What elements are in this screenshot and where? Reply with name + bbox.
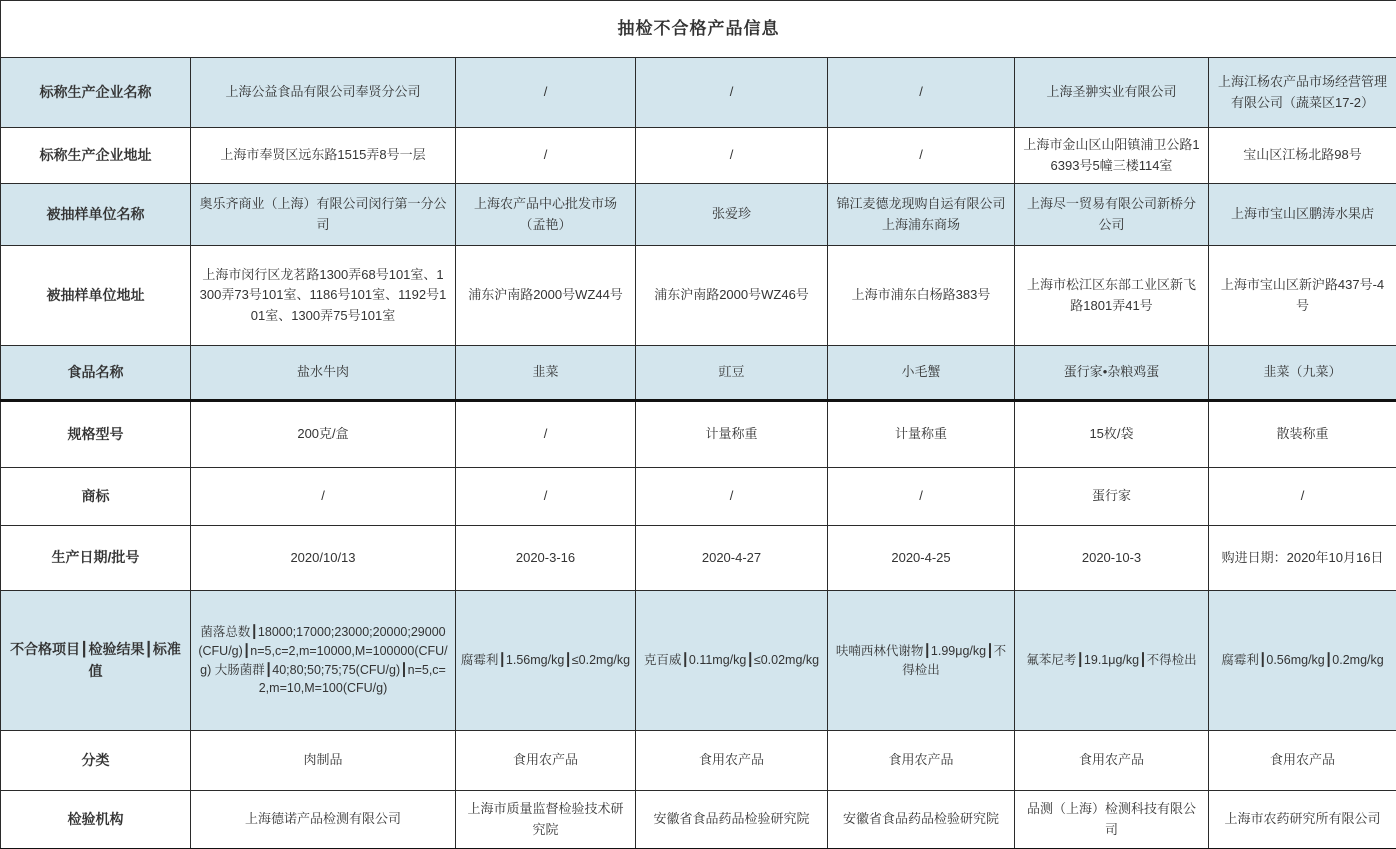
table-row	[1, 591, 1396, 731]
table-cell: 上海农产品中心批发市场（孟艳）	[456, 184, 636, 246]
row-header: 标称生产企业名称	[1, 58, 191, 128]
table-cell: 宝山区江杨北路98号	[1209, 128, 1396, 184]
table-cell: 浦东沪南路2000号WZ44号	[456, 246, 636, 346]
table-cell: /	[456, 128, 636, 184]
table-cell: 韭菜	[456, 346, 636, 401]
row-header: 被抽样单位地址	[1, 246, 191, 346]
table-cell: /	[456, 58, 636, 128]
table-cell: 食用农产品	[1015, 731, 1209, 791]
table-cell: /	[636, 468, 828, 526]
table-cell: 浦东沪南路2000号WZ46号	[636, 246, 828, 346]
table-cell: /	[636, 128, 828, 184]
table-cell: 上海德诺产品检测有限公司	[191, 791, 456, 849]
table-cell: 200克/盒	[191, 401, 456, 468]
table-cell: 腐霉利┃1.56mg/kg┃≤0.2mg/kg	[456, 591, 636, 731]
table-row	[1, 731, 1396, 791]
table-cell: 上海市农药研究所有限公司	[1209, 791, 1396, 849]
table-cell: 张爱珍	[636, 184, 828, 246]
table-cell: 盐水牛肉	[191, 346, 456, 401]
table-cell: 蛋行家	[1015, 468, 1209, 526]
table-row	[1, 58, 1396, 128]
page-title: 抽检不合格产品信息	[1, 1, 1396, 58]
row-header: 生产日期/批号	[1, 526, 191, 591]
table-cell: 肉制品	[191, 731, 456, 791]
table-row	[1, 346, 1396, 401]
table-cell: 蛋行家•杂粮鸡蛋	[1015, 346, 1209, 401]
table-cell: /	[456, 401, 636, 468]
table-cell: 2020-4-27	[636, 526, 828, 591]
table-cell: /	[828, 468, 1015, 526]
table-cell: 氟苯尼考┃19.1μg/kg┃不得检出	[1015, 591, 1209, 731]
table-cell: /	[828, 58, 1015, 128]
row-header: 食品名称	[1, 346, 191, 401]
table-cell: /	[191, 468, 456, 526]
table-cell: 上海市松江区东部工业区新飞路1801弄41号	[1015, 246, 1209, 346]
table-cell: 呋喃西林代谢物┃1.99μg/kg┃不得检出	[828, 591, 1015, 731]
table-cell: 腐霉利┃0.56mg/kg┃0.2mg/kg	[1209, 591, 1396, 731]
table-row	[1, 468, 1396, 526]
table-cell: 菌落总数┃18000;17000;23000;20000;29000(CFU/g)┃n=5,c=2,m=10000,M=100000(CFU/g) 大肠菌群┃40;80;50;75;75(CFU/g)┃n=5,c=2,m=10,M=100(CFU/g)	[191, 591, 456, 731]
table-cell: 上海市浦东白杨路383号	[828, 246, 1015, 346]
table-row	[1, 791, 1396, 849]
table-cell: 上海江杨农产品市场经营管理有限公司（蔬菜区17-2）	[1209, 58, 1396, 128]
table-cell: 安徽省食品药品检验研究院	[828, 791, 1015, 849]
table-row	[1, 246, 1396, 346]
row-header: 规格型号	[1, 401, 191, 468]
table-cell: 上海市宝山区鹏涛水果店	[1209, 184, 1396, 246]
table-cell: 韭菜（九菜）	[1209, 346, 1396, 401]
table-cell: 2020-4-25	[828, 526, 1015, 591]
table-cell: 品测（上海）检测科技有限公司	[1015, 791, 1209, 849]
table-cell: 豇豆	[636, 346, 828, 401]
table-cell: 上海圣翀实业有限公司	[1015, 58, 1209, 128]
table-cell: 购进日期：2020年10月16日	[1209, 526, 1396, 591]
table-cell: 食用农产品	[828, 731, 1015, 791]
table-cell: 上海市质量监督检验技术研究院	[456, 791, 636, 849]
table-cell: 上海尽一贸易有限公司新桥分公司	[1015, 184, 1209, 246]
table-cell: /	[456, 468, 636, 526]
table-cell: 2020-10-3	[1015, 526, 1209, 591]
table-cell: /	[636, 58, 828, 128]
row-header: 被抽样单位名称	[1, 184, 191, 246]
table-cell: 小毛蟹	[828, 346, 1015, 401]
table-cell: 上海市宝山区新沪路437号-4号	[1209, 246, 1396, 346]
table-cell: 2020-3-16	[456, 526, 636, 591]
table-cell: 15枚/袋	[1015, 401, 1209, 468]
table-cell: 上海市闵行区龙茗路1300弄68号101室、1300弄73号101室、1186号101室、1192号101室、1300弄75号101室	[191, 246, 456, 346]
table-cell: /	[828, 128, 1015, 184]
table-cell: 计量称重	[828, 401, 1015, 468]
table-row	[1, 401, 1396, 468]
table-cell: 散装称重	[1209, 401, 1396, 468]
table-body	[1, 1, 1396, 849]
table-cell: 上海市金山区山阳镇浦卫公路16393号5幢三楼114室	[1015, 128, 1209, 184]
row-header: 不合格项目┃检验结果┃标准值	[1, 591, 191, 731]
title-row	[1, 1, 1396, 58]
table-row	[1, 128, 1396, 184]
table-cell: 食用农产品	[1209, 731, 1396, 791]
table-cell: 奥乐齐商业（上海）有限公司闵行第一分公司	[191, 184, 456, 246]
table-cell: /	[1209, 468, 1396, 526]
table-cell: 计量称重	[636, 401, 828, 468]
table-cell: 安徽省食品药品检验研究院	[636, 791, 828, 849]
row-header: 分类	[1, 731, 191, 791]
table-cell: 上海市奉贤区远东路1515弄8号一层	[191, 128, 456, 184]
table-cell: 2020/10/13	[191, 526, 456, 591]
table-cell: 锦江麦德龙现购自运有限公司上海浦东商场	[828, 184, 1015, 246]
row-header: 商标	[1, 468, 191, 526]
table-cell: 上海公益食品有限公司奉贤分公司	[191, 58, 456, 128]
table-row	[1, 184, 1396, 246]
row-header: 标称生产企业地址	[1, 128, 191, 184]
table-cell: 食用农产品	[456, 731, 636, 791]
row-header: 检验机构	[1, 791, 191, 849]
table-cell: 克百威┃0.11mg/kg┃≤0.02mg/kg	[636, 591, 828, 731]
table-row	[1, 526, 1396, 591]
table-cell: 食用农产品	[636, 731, 828, 791]
